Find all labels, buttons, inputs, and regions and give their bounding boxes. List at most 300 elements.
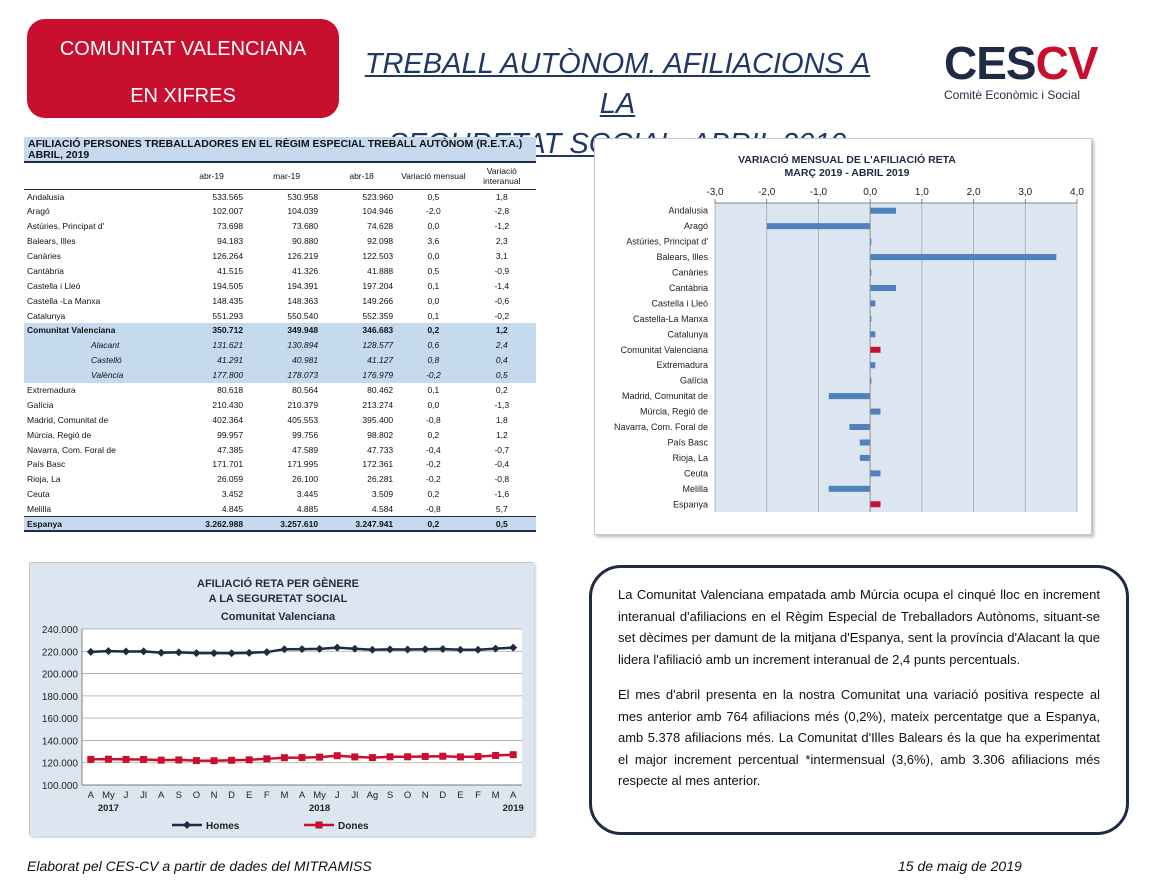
year-label: 2019 bbox=[502, 803, 524, 814]
category-label: Comunitat Valenciana bbox=[620, 344, 708, 355]
bar bbox=[870, 254, 1056, 260]
table-cell: 210.379 bbox=[287, 399, 319, 410]
footer-date: 15 de maig de 2019 bbox=[898, 858, 1022, 874]
table-cell: -0,2 bbox=[494, 310, 510, 321]
table-cell: 90.880 bbox=[292, 236, 319, 247]
table-row bbox=[24, 353, 536, 368]
x-tick-label: Ag bbox=[366, 790, 379, 801]
x-tick-label: D bbox=[439, 790, 447, 801]
row-label: Castelló bbox=[24, 353, 174, 368]
table-cell: 0,1 bbox=[427, 280, 440, 291]
x-tick-label: My bbox=[102, 790, 115, 801]
table-cell: -0,6 bbox=[494, 295, 510, 306]
y-tick-label: 200.000 bbox=[41, 669, 78, 681]
x-tick-label: 0,0 bbox=[863, 187, 878, 198]
bar bbox=[870, 409, 880, 415]
x-tick-label: F bbox=[263, 790, 270, 801]
row-label: Astúries, Principat d' bbox=[27, 221, 105, 232]
row-label: Castella -La Manxa bbox=[27, 295, 101, 306]
row-label: Catalunya bbox=[27, 310, 66, 321]
legend-marker-dones bbox=[316, 822, 323, 829]
table-cell: 41.515 bbox=[217, 265, 244, 276]
bar bbox=[860, 439, 870, 445]
table-cell: 5,7 bbox=[495, 503, 508, 514]
affiliation-table bbox=[24, 137, 536, 532]
table-cell: -2,8 bbox=[494, 206, 510, 217]
data-point-dones bbox=[193, 757, 200, 764]
footer-source: Elaborat pel CES-CV a partir de dades del MITRAMISS bbox=[27, 858, 372, 874]
y-tick-label: 100.000 bbox=[41, 781, 78, 792]
category-label: País Basc bbox=[667, 437, 708, 448]
table-cell: 551.293 bbox=[212, 310, 244, 321]
table-cell: 197.204 bbox=[362, 280, 394, 291]
bar bbox=[870, 300, 875, 306]
x-tick-label: Jl bbox=[351, 790, 359, 801]
legend-label-homes: Homes bbox=[206, 821, 240, 832]
y-tick-label: 180.000 bbox=[41, 691, 78, 703]
x-tick-label: S bbox=[175, 790, 182, 801]
table-cell: 80.462 bbox=[367, 385, 394, 396]
table-cell: 3.247.941 bbox=[324, 517, 399, 532]
table-row bbox=[24, 397, 536, 412]
table-cell: 94.183 bbox=[217, 236, 244, 247]
x-tick-label: Jl bbox=[140, 790, 148, 801]
row-label: Alacant bbox=[24, 338, 174, 353]
x-tick-label: A bbox=[298, 790, 306, 801]
x-tick-label: O bbox=[403, 790, 412, 801]
category-label: Catalunya bbox=[667, 329, 708, 340]
row-label: Espanya bbox=[24, 517, 174, 532]
table-cell: 0,2 bbox=[427, 429, 440, 440]
table-row bbox=[24, 249, 536, 264]
table-cell: 41.326 bbox=[292, 265, 319, 276]
table-cell: 0,6 bbox=[399, 338, 467, 353]
table-cell: 171.701 bbox=[212, 459, 244, 470]
logo-cv-text: CV bbox=[1035, 37, 1098, 89]
column-header: abr-19 bbox=[174, 163, 249, 189]
table-cell: 41.888 bbox=[367, 265, 394, 276]
table-cell: 131.621 bbox=[174, 338, 249, 353]
x-tick-label: -2,0 bbox=[758, 187, 776, 198]
row-label: Castella i Lleó bbox=[27, 280, 81, 291]
table-row bbox=[24, 234, 536, 249]
data-point-dones bbox=[281, 754, 288, 761]
x-tick-label: O bbox=[192, 790, 201, 801]
table-cell: 523.960 bbox=[362, 191, 394, 202]
table-cell: 194.391 bbox=[287, 280, 319, 291]
table-cell: -1,3 bbox=[494, 399, 510, 410]
column-header: mar-19 bbox=[249, 163, 324, 189]
table-cell: 80.618 bbox=[217, 385, 244, 396]
table-cell: 550.540 bbox=[287, 310, 319, 321]
data-point-dones bbox=[299, 754, 306, 761]
x-tick-label: D bbox=[228, 790, 236, 801]
row-label: Extremadura bbox=[27, 385, 76, 396]
x-tick-label: E bbox=[246, 790, 253, 801]
table-cell: 148.435 bbox=[212, 295, 244, 306]
data-point-dones bbox=[492, 752, 499, 759]
table-cell: 47.589 bbox=[292, 444, 319, 455]
table-cell: 2,3 bbox=[495, 236, 508, 247]
category-label: Extremadura bbox=[656, 360, 708, 371]
row-label: València bbox=[24, 368, 174, 383]
row-label: Madrid, Comunitat de bbox=[27, 414, 109, 425]
table-cell: 0,4 bbox=[468, 353, 536, 368]
table-cell: 0,0 bbox=[427, 251, 440, 261]
table-cell: 104.946 bbox=[362, 206, 394, 217]
category-label: Canàries bbox=[671, 267, 708, 278]
table-cell: -1,6 bbox=[494, 489, 510, 500]
logo-subtitle: Comitè Econòmic i Social bbox=[944, 88, 1081, 102]
data-point-dones bbox=[140, 756, 147, 763]
row-label: Múrcia, Regió de bbox=[27, 429, 92, 440]
table-cell: 3,6 bbox=[427, 236, 440, 247]
table-cell: 0,0 bbox=[427, 399, 440, 410]
bar bbox=[870, 331, 875, 337]
column-header: abr-18 bbox=[324, 163, 399, 189]
table-cell: 350.712 bbox=[174, 323, 249, 338]
data-point-dones bbox=[422, 753, 429, 760]
row-label: Cantàbria bbox=[27, 265, 64, 276]
x-tick-label: N bbox=[421, 790, 429, 801]
table-cell: 0,5 bbox=[427, 191, 440, 202]
x-tick-label: -1,0 bbox=[809, 187, 828, 198]
data-point-dones bbox=[316, 754, 323, 761]
data-point-dones bbox=[439, 753, 446, 760]
table-cell: 172.361 bbox=[362, 459, 394, 470]
category-label: Rioja, La bbox=[672, 452, 708, 463]
table-cell: 0,5 bbox=[468, 368, 536, 383]
table-cell: 4.885 bbox=[296, 503, 319, 514]
legend-label-dones: Dones bbox=[338, 821, 369, 832]
x-tick-label: -3,0 bbox=[706, 187, 724, 198]
bar bbox=[870, 285, 896, 291]
table-cell: -2,0 bbox=[426, 206, 441, 217]
column-header bbox=[24, 163, 174, 189]
table-cell: 402.364 bbox=[212, 414, 244, 425]
row-label: Comunitat Valenciana bbox=[24, 323, 174, 338]
table-row bbox=[24, 338, 536, 353]
row-label: Rioja, La bbox=[27, 474, 61, 485]
table-cell: 349.948 bbox=[249, 323, 324, 338]
summary-paragraph-2: El mes d'abril presenta en la nostra Comunitat una variació positiva respecte al mes anterior amb 764 afiliacions més (0,2%), mateix percentatge que a Espanya, amb 5.378 afiliacions més. La Comunitat d'Illes Balears és la que ha experimentat el major increment percentual *intermensual (3,6%), amb 3.306 afiliacions més respecte al mes anterior. bbox=[618, 687, 1100, 788]
table-cell: 0,1 bbox=[427, 310, 440, 321]
table-cell: 148.363 bbox=[287, 295, 319, 306]
row-label: Ceuta bbox=[27, 489, 50, 500]
row-label: Galícia bbox=[27, 399, 54, 410]
table-cell: 73.698 bbox=[217, 221, 244, 232]
logo-ces-text: CES bbox=[944, 37, 1036, 89]
table-cell: 99.957 bbox=[217, 429, 244, 440]
chart-subtitle: A LA SEGURETAT SOCIAL bbox=[208, 593, 348, 605]
badge-line-2: EN XIFRES bbox=[130, 85, 236, 107]
table-row bbox=[24, 308, 536, 323]
table-cell: 0,2 bbox=[495, 385, 508, 396]
table-cell: 3.257.610 bbox=[249, 517, 324, 532]
category-label: Astúries, Principat d' bbox=[626, 236, 708, 247]
column-header: Variació mensual bbox=[399, 163, 467, 189]
data-point-dones bbox=[369, 754, 376, 761]
table-cell: 0,2 bbox=[399, 517, 467, 532]
x-tick-label: 1,0 bbox=[914, 187, 929, 198]
table-cell: 1,2 bbox=[495, 429, 508, 440]
table-row bbox=[24, 457, 536, 472]
category-label: Cantàbria bbox=[668, 282, 708, 293]
category-label: Melilla bbox=[682, 483, 708, 494]
data-point-dones bbox=[123, 756, 130, 763]
table-row bbox=[24, 383, 536, 398]
table-cell: 4.584 bbox=[371, 503, 394, 514]
summary-paragraph-1: La Comunitat Valenciana empatada amb Múrcia ocupa el cinqué lloc en increment interanual d'afiliacions en el Règim Especial de Treballadors Autònoms, situant-se set dècimes per damunt de la mitjana d'Espanya, sent la província d'Alacant la que lidera l'afiliació amb un increment interanual de 2,4 punts percentuals. bbox=[618, 587, 1100, 667]
table-cell: 1,2 bbox=[468, 323, 536, 338]
category-label: Andalusia bbox=[668, 205, 708, 216]
table-cell: 26.059 bbox=[217, 474, 244, 485]
table-cell: 533.565 bbox=[212, 191, 244, 202]
table-cell: 405.553 bbox=[287, 414, 319, 425]
table-cell: 47.385 bbox=[217, 444, 244, 455]
table-row bbox=[24, 502, 536, 517]
table-cell: 104.039 bbox=[287, 206, 319, 217]
data-point-dones bbox=[105, 756, 112, 763]
title-line-1: TREBALL AUTÒNOM. AFILIACIONS A LA bbox=[364, 48, 871, 120]
table-cell: 126.219 bbox=[287, 251, 319, 261]
table-header-row bbox=[24, 163, 536, 189]
table-cell: 149.266 bbox=[362, 295, 394, 306]
data-point-dones bbox=[404, 753, 411, 760]
data-point-dones bbox=[175, 756, 182, 763]
monthly-variation-bar-chart bbox=[595, 139, 1093, 536]
table-cell: 98.802 bbox=[367, 429, 394, 440]
x-tick-label: J bbox=[334, 790, 340, 801]
table-row bbox=[24, 293, 536, 308]
table-cell: 530.958 bbox=[287, 191, 319, 202]
row-label: Aragó bbox=[27, 206, 50, 217]
table-cell: 194.505 bbox=[212, 280, 244, 291]
x-tick-label: 3,0 bbox=[1018, 187, 1033, 198]
data-point-dones bbox=[87, 756, 94, 763]
category-label: Balears, Illes bbox=[656, 252, 708, 263]
x-tick-label: J bbox=[123, 790, 129, 801]
table-cell: 210.430 bbox=[212, 399, 244, 410]
table-row bbox=[24, 472, 536, 487]
y-tick-label: 140.000 bbox=[41, 736, 78, 748]
table-row bbox=[24, 368, 536, 383]
data-point-dones bbox=[351, 753, 358, 760]
table-cell: 41.127 bbox=[324, 353, 399, 368]
x-tick-label: A bbox=[510, 790, 517, 801]
table-cell: 126.264 bbox=[212, 251, 244, 261]
table-cell: 102.007 bbox=[212, 206, 244, 217]
table-cell: 177.800 bbox=[174, 368, 249, 383]
table-row bbox=[24, 219, 536, 234]
bar bbox=[870, 362, 875, 368]
chart-subtitle: MARÇ 2019 - ABRIL 2019 bbox=[784, 167, 910, 179]
row-label: Navarra, Com. Foral de bbox=[27, 444, 116, 455]
table-cell: 73.680 bbox=[292, 221, 319, 232]
row-label: Canàries bbox=[27, 251, 62, 261]
table-cell: 1,8 bbox=[495, 414, 508, 425]
table-cell: 0,0 bbox=[427, 295, 440, 306]
table-row bbox=[24, 517, 536, 532]
x-tick-label: My bbox=[313, 790, 326, 801]
chart-title: AFILIACIÓ RETA PER GÈNERE bbox=[197, 578, 359, 590]
table-row bbox=[24, 442, 536, 457]
bar bbox=[849, 424, 870, 430]
table-cell: -1,4 bbox=[494, 280, 510, 291]
table-cell: 122.503 bbox=[362, 251, 394, 261]
bar bbox=[870, 470, 880, 476]
x-tick-label: S bbox=[386, 790, 394, 801]
y-tick-label: 160.000 bbox=[41, 714, 78, 726]
chart-subtitle-region: Comunitat Valenciana bbox=[220, 611, 336, 623]
data-point-dones bbox=[475, 753, 482, 760]
table-cell: 41.291 bbox=[174, 353, 249, 368]
plot-area bbox=[715, 203, 1077, 512]
data-point-dones bbox=[510, 751, 517, 758]
table-cell: 176.979 bbox=[324, 368, 399, 383]
table-cell: -0,8 bbox=[494, 474, 510, 485]
table-cell: 0,2 bbox=[427, 489, 440, 500]
table-cell: -1,2 bbox=[494, 221, 510, 232]
x-tick-label: E bbox=[457, 790, 464, 801]
table-cell: 3.445 bbox=[296, 489, 319, 500]
table-cell: 346.683 bbox=[324, 323, 399, 338]
table-cell: 0,0 bbox=[427, 221, 440, 232]
table-cell: 3.452 bbox=[221, 489, 244, 500]
category-label: Ceuta bbox=[683, 468, 708, 479]
x-tick-label: M bbox=[491, 790, 500, 801]
bar-chart-panel bbox=[594, 138, 1092, 535]
table-row bbox=[24, 487, 536, 502]
category-label: Madrid, Comunitat de bbox=[621, 391, 708, 402]
category-label: Espanya bbox=[672, 499, 708, 510]
table-title: AFILIACIÓ PERSONES TREBALLADORES EN EL RÈGIM ESPECIAL TREBALL AUTÒNOM (R.E.T.A.) ABRIL, 2019 bbox=[24, 137, 536, 163]
x-tick-label: 4,0 bbox=[1070, 187, 1084, 198]
category-label: Castella-La Manxa bbox=[632, 313, 708, 324]
row-label: País Basc bbox=[27, 459, 66, 470]
bar bbox=[829, 393, 870, 399]
table-cell: 99.756 bbox=[292, 429, 319, 440]
table-cell: -0,8 bbox=[426, 503, 441, 514]
table-cell: -0,9 bbox=[494, 265, 510, 276]
table-cell: -0,7 bbox=[494, 444, 510, 455]
y-tick-label: 240.000 bbox=[41, 625, 78, 636]
table-cell: 130.894 bbox=[249, 338, 324, 353]
category-label: Navarra, Com. Foral de bbox=[613, 422, 708, 433]
category-label: Galícia bbox=[679, 375, 708, 386]
row-label: Balears, Illes bbox=[27, 236, 76, 247]
cescv-logo bbox=[944, 38, 1104, 108]
x-tick-label: F bbox=[475, 790, 481, 801]
table-row bbox=[24, 263, 536, 278]
table-cell: -0,2 bbox=[426, 474, 441, 485]
table-cell: -0,4 bbox=[494, 459, 510, 470]
table-cell: 178.073 bbox=[249, 368, 324, 383]
x-tick-label: A bbox=[158, 790, 165, 801]
table-cell: 92.098 bbox=[367, 236, 394, 247]
table-cell: 0,5 bbox=[427, 265, 440, 276]
year-label: 2017 bbox=[97, 803, 119, 814]
table-row bbox=[24, 427, 536, 442]
table-cell: -0,2 bbox=[426, 459, 441, 470]
summary-textbox bbox=[589, 565, 1129, 835]
gender-affiliation-line-chart bbox=[30, 563, 534, 836]
bar bbox=[767, 223, 870, 229]
table-cell: 552.359 bbox=[362, 310, 394, 321]
column-header: Variació interanual bbox=[468, 163, 536, 189]
table-body bbox=[24, 189, 536, 531]
table-cell: 128.577 bbox=[324, 338, 399, 353]
table-cell: 2,4 bbox=[468, 338, 536, 353]
table-row bbox=[24, 323, 536, 338]
table-row bbox=[24, 189, 536, 204]
table-cell: 74.628 bbox=[367, 221, 394, 232]
table-cell: 26.100 bbox=[292, 474, 319, 485]
table-cell: 1,8 bbox=[495, 191, 508, 202]
y-tick-label: 120.000 bbox=[41, 758, 78, 770]
bar bbox=[860, 455, 870, 461]
table-cell: 395.400 bbox=[362, 414, 394, 425]
y-tick-label: 220.000 bbox=[41, 647, 78, 659]
category-label: Aragó bbox=[683, 221, 708, 232]
table-cell: 3.262.988 bbox=[174, 517, 249, 532]
bar bbox=[829, 486, 870, 492]
table-cell: -0,8 bbox=[426, 414, 441, 425]
chart-title: VARIACIÓ MENSUAL DE L'AFILIACIÓ RETA bbox=[738, 154, 956, 166]
table-cell: 171.995 bbox=[287, 459, 319, 470]
table-cell: 80.564 bbox=[292, 385, 319, 396]
table-cell: -0,4 bbox=[426, 444, 441, 455]
data-point-dones bbox=[387, 753, 394, 760]
row-label: Melilla bbox=[27, 503, 52, 514]
table-cell: 4.845 bbox=[221, 503, 244, 514]
table-cell: -0,2 bbox=[399, 368, 467, 383]
row-label: Andalusia bbox=[27, 191, 65, 202]
x-tick-label: A bbox=[87, 790, 94, 801]
data-point-dones bbox=[228, 757, 235, 764]
bar bbox=[870, 347, 880, 353]
table-cell: 3.509 bbox=[371, 489, 394, 500]
table-cell: 0,1 bbox=[427, 385, 440, 396]
table-cell: 0,8 bbox=[399, 353, 467, 368]
data-point-dones bbox=[246, 756, 253, 763]
line-chart-panel bbox=[29, 562, 533, 835]
year-label: 2018 bbox=[309, 803, 331, 814]
table-cell: 26.281 bbox=[367, 474, 394, 485]
table-cell: 0,2 bbox=[399, 323, 467, 338]
table-cell: 0,5 bbox=[468, 517, 536, 532]
bar bbox=[870, 501, 880, 507]
section-badge bbox=[27, 19, 339, 118]
table-row bbox=[24, 278, 536, 293]
category-label: Castella i Lleó bbox=[651, 298, 708, 309]
table-cell: 47.733 bbox=[367, 444, 394, 455]
data-table bbox=[24, 163, 536, 532]
x-tick-label: 2,0 bbox=[966, 187, 981, 198]
badge-line-1: COMUNITAT VALENCIANA bbox=[59, 38, 307, 60]
x-tick-label: M bbox=[280, 790, 289, 801]
data-point-dones bbox=[263, 755, 270, 762]
table-cell: 213.274 bbox=[362, 399, 394, 410]
category-label: Múrcia, Regió de bbox=[639, 406, 708, 417]
bar bbox=[870, 208, 896, 214]
table-row bbox=[24, 204, 536, 219]
table-cell: 3,1 bbox=[495, 251, 508, 261]
data-point-dones bbox=[334, 752, 341, 759]
table-cell: 40.981 bbox=[249, 353, 324, 368]
data-point-dones bbox=[211, 757, 218, 764]
x-tick-label: N bbox=[210, 790, 218, 801]
